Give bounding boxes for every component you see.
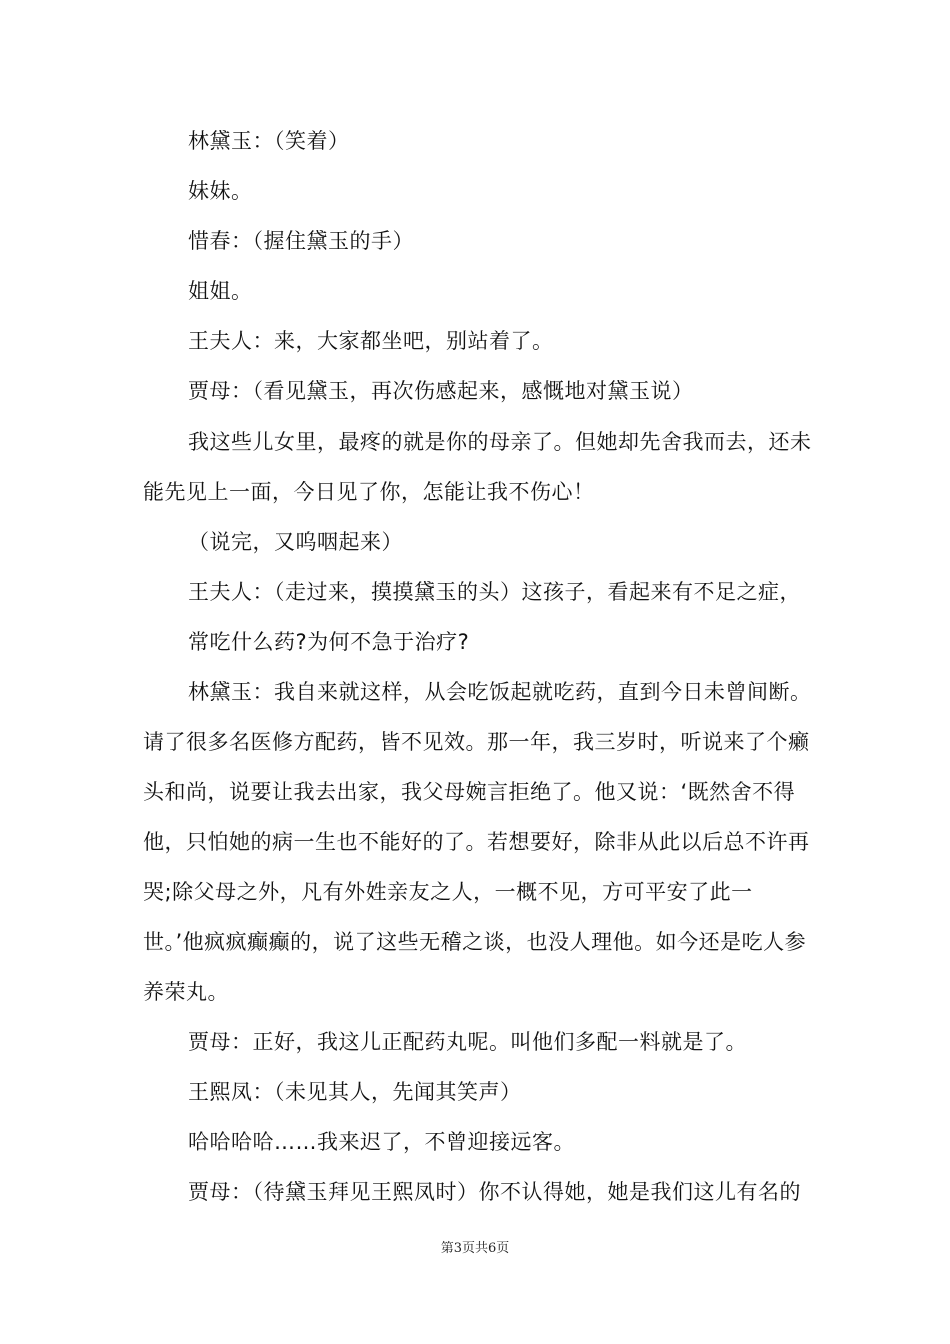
text-line: 头和尚，说要让我去出家，我父母婉言拒绝了。他又说：‘既然舍不得 <box>143 780 796 804</box>
text-line: 世。’他疯疯癫癫的，说了这些无稽之谈，也没人理他。如今还是吃人参 <box>143 930 807 954</box>
text-line: 王夫人：（走过来，摸摸黛玉的头）这孩子，看起来有不足之症， <box>188 580 801 604</box>
text-line: 哭;除父母之外，凡有外姓亲友之人，一概不见，方可平安了此一 <box>143 880 753 904</box>
text-line: 林黛玉：（笑着） <box>188 129 350 153</box>
text-line: 林黛玉：我自来就这样，从会吃饭起就吃药，直到今日未曾间断。 <box>188 680 812 704</box>
text-line: 贾母：（看见黛玉，再次伤感起来，感慨地对黛玉说） <box>188 379 694 403</box>
page-footer: 第3页共6页 <box>440 1241 510 1256</box>
text-line: 王熙凤：（未见其人，先闻其笑声） <box>188 1080 522 1104</box>
text-line: 姐姐。 <box>188 279 253 303</box>
text-line: 哈哈哈哈……我来迟了，不曾迎接远客。 <box>188 1130 575 1154</box>
text-line: 养荣丸。 <box>143 980 229 1004</box>
text-line: （说完，又呜咽起来） <box>188 530 403 554</box>
text-line: 能先见上一面，今日见了你，怎能让我不伤心！ <box>143 480 595 504</box>
text-line: 我这些儿女里，最疼的就是你的母亲了。但她却先舍我而去，还未 <box>188 430 812 454</box>
text-line: 惜春：（握住黛玉的手） <box>188 229 414 253</box>
text-line: 贾母：正好，我这儿正配药丸呢。叫他们多配一料就是了。 <box>188 1030 747 1054</box>
text-line: 常吃什么药?为何不急于治疗? <box>188 630 470 654</box>
text-line: 他，只怕她的病一生也不能好的了。若想要好，除非从此以后总不许再 <box>143 830 810 854</box>
text-line: 贾母：（待黛玉拜见王熙凤时）你不认得她，她是我们这儿有名的 <box>188 1180 801 1204</box>
text-line: 请了很多名医修方配药，皆不见效。那一年，我三岁时，听说来了个癞 <box>143 730 810 754</box>
text-line: 妹妹。 <box>188 179 253 203</box>
text-line: 王夫人：来，大家都坐吧，别站着了。 <box>188 329 554 353</box>
